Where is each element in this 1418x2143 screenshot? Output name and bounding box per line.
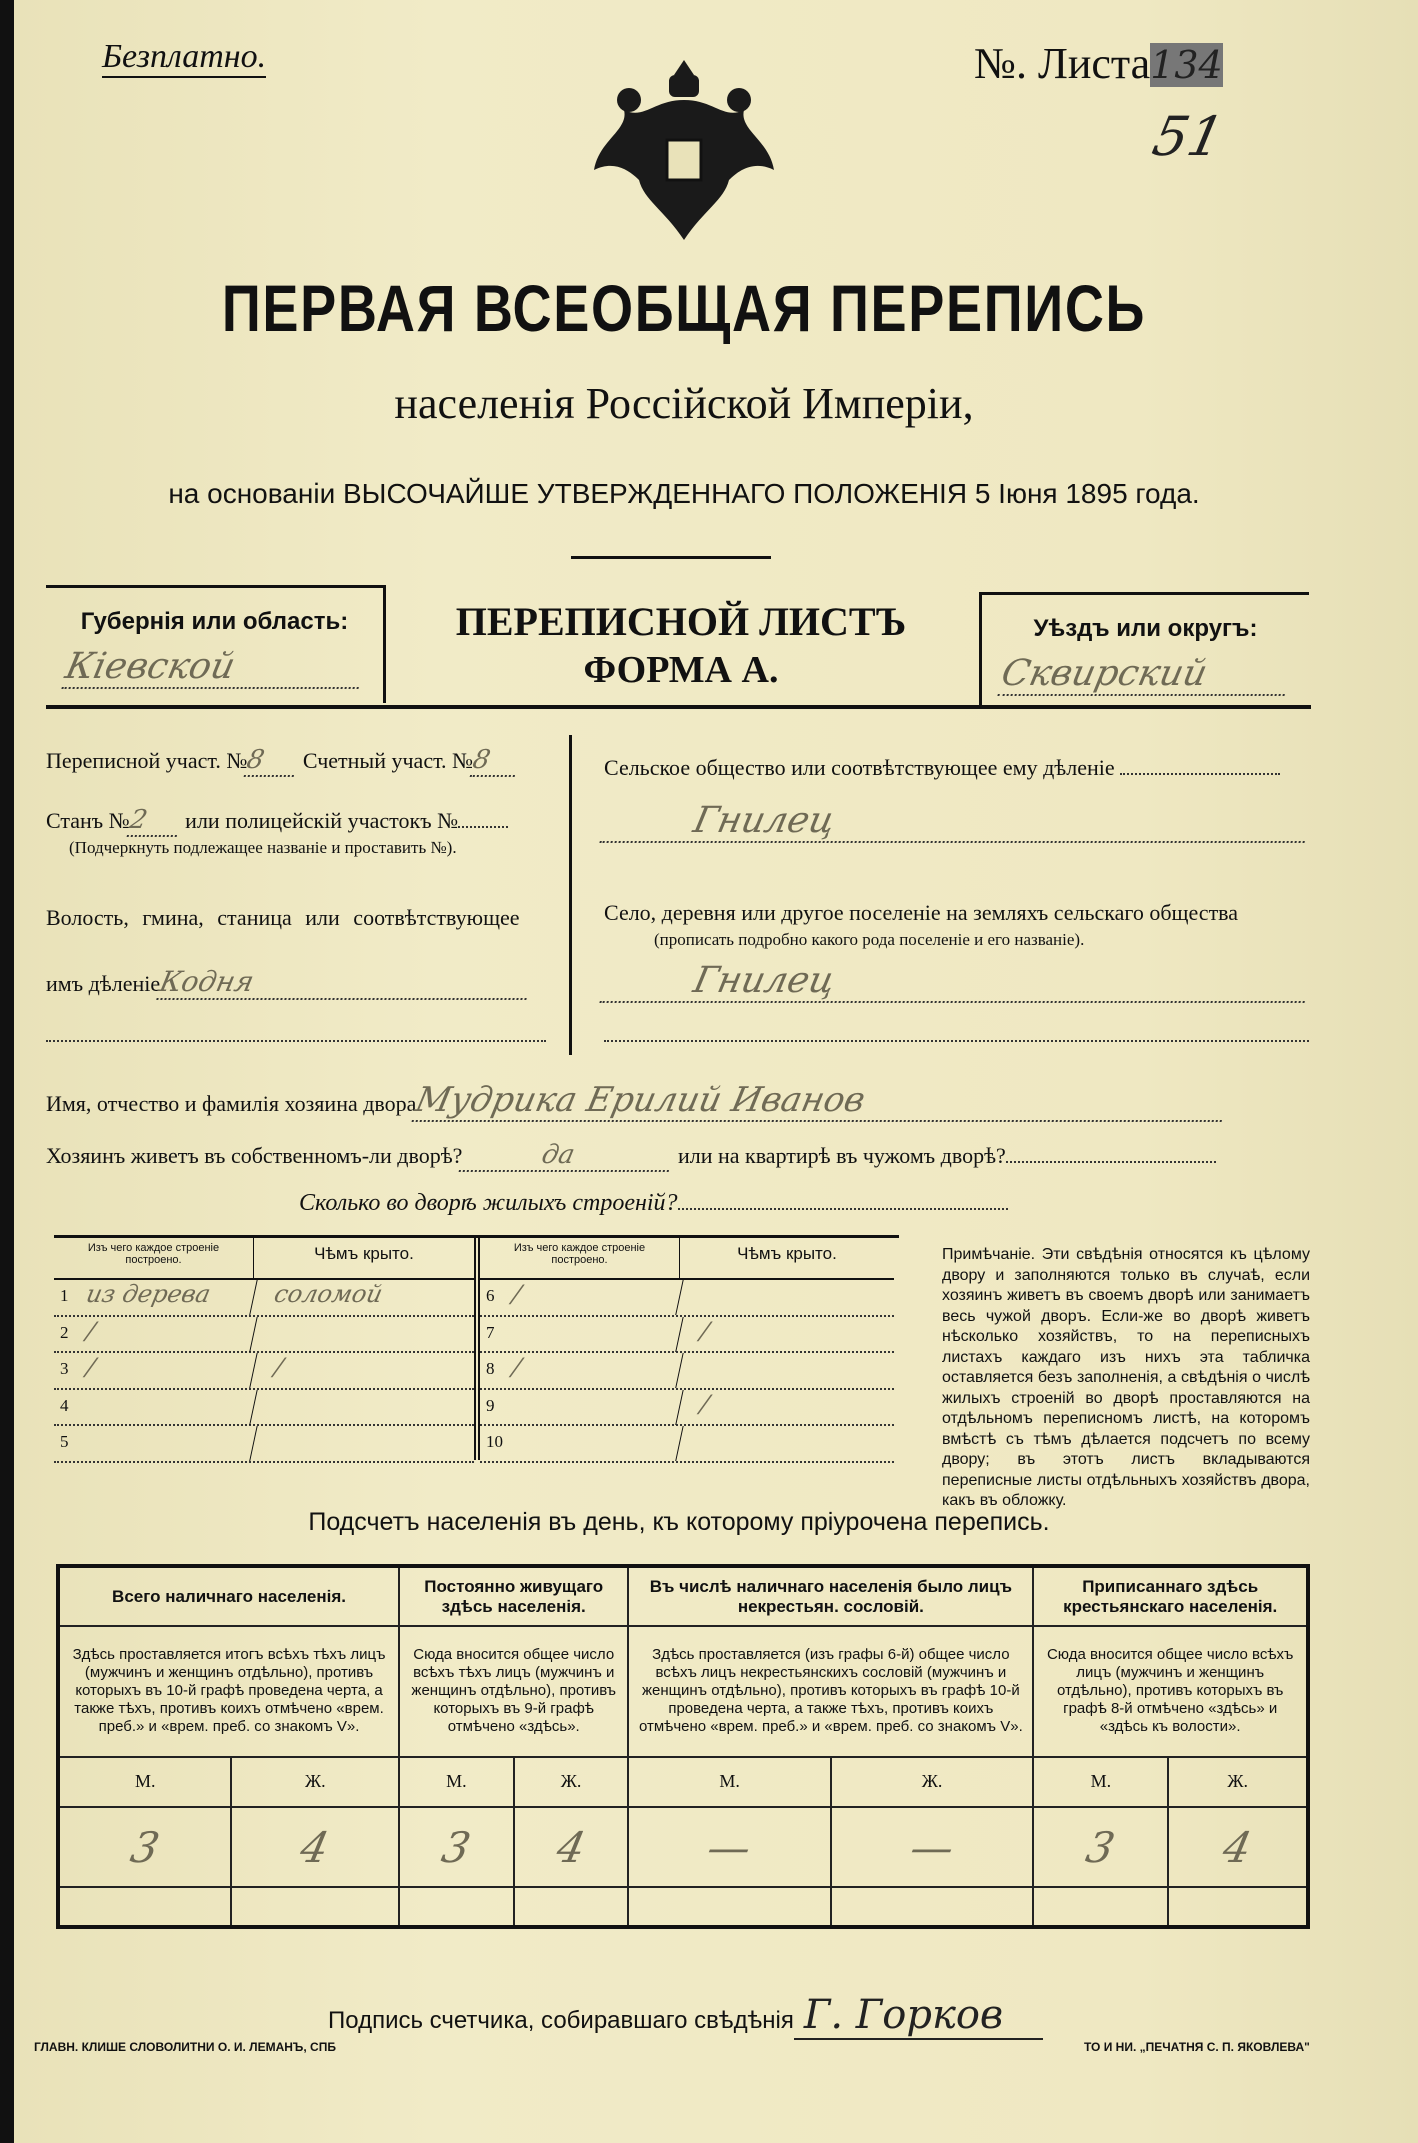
signature-value: Г. Горков: [794, 1992, 1043, 2040]
group-header: Постоянно живущаго здѣсь населенія.: [399, 1566, 628, 1626]
uezd-label: Уѣздъ или округъ:: [1033, 615, 1258, 642]
volost-value: Кодня: [156, 965, 533, 1000]
selo-note: (прописать подробно какого рода поселеніе и его названіе).: [654, 930, 1085, 949]
schet-uch-label: Счетный участ. №: [302, 748, 474, 773]
row-roof: [676, 1353, 897, 1388]
female-header: Ж.: [231, 1757, 399, 1807]
owner-line: [46, 1080, 1311, 1122]
row-material: /: [508, 1353, 683, 1388]
perepis-uch-label: Переписной участ. №: [46, 748, 248, 773]
perepis-uch-value: 8: [244, 745, 301, 777]
row-material: /: [82, 1353, 257, 1388]
row-roof: /: [697, 1316, 712, 1345]
gubernia-box: [46, 585, 386, 703]
own-yard-label: Хозяинъ живетъ въ собственномъ-ли дворѣ?: [46, 1143, 463, 1168]
stan-value: 2: [126, 805, 183, 837]
row-material: /: [508, 1280, 683, 1315]
title-main: ПЕРВАЯ ВСЕОБЩАЯ ПЕРЕПИСЬ: [221, 271, 1147, 345]
volost-label: Волость, гмина, станица или соотвѣтствующее: [46, 905, 520, 930]
schet-uch-value: 8: [470, 745, 522, 777]
row-number: 4: [60, 1395, 69, 1415]
building-row: [480, 1390, 894, 1427]
row-material: [82, 1426, 257, 1461]
building-row: [54, 1317, 474, 1354]
building-row: [480, 1317, 894, 1354]
male-header: М.: [399, 1757, 514, 1807]
selo-value: Гнилец: [599, 960, 1313, 1003]
buildings-line: [299, 1190, 1008, 1217]
signature-label: Подпись счетчика, собиравшаго свѣдѣнія: [328, 2007, 794, 2034]
footer-left: ГЛАВН. КЛИШЕ СЛОВОЛИТНИ О. И. ЛЕМАНЪ, СПБ: [34, 2040, 336, 2054]
volost-line: [46, 965, 546, 1000]
selo-extra-line: [604, 1040, 1309, 1042]
header-rule: [46, 705, 1311, 709]
group-header: Приписаннаго здѣсь крестьянскаго населенія.: [1033, 1566, 1308, 1626]
row-material: [508, 1426, 683, 1461]
row-roof: [676, 1280, 897, 1315]
buildings-half: [474, 1238, 894, 1460]
female-header: Ж.: [1168, 1757, 1308, 1807]
row-roof: /: [271, 1353, 286, 1381]
row-roof: соломой: [271, 1280, 386, 1308]
form-title: ПЕРЕПИСНОЙ ЛИСТЪ: [455, 599, 907, 644]
group-header: Въ числѣ наличнаго населенія было лицъ некрестьян. сословій.: [628, 1566, 1033, 1626]
title-sub: населенія Россійской Имперіи,: [394, 379, 974, 428]
signature-line: [328, 1992, 1043, 2038]
row-number: 5: [60, 1432, 69, 1451]
row-number: 1: [60, 1286, 69, 1305]
row-roof: [676, 1426, 897, 1461]
col-roof-header: Чѣмъ крыто.: [737, 1244, 837, 1263]
building-row: [54, 1280, 474, 1317]
col-material-header: Изъ чего каждое строеніе построено.: [54, 1238, 254, 1278]
row-number: 3: [60, 1359, 69, 1378]
row-material: [508, 1317, 683, 1352]
title-basis: на основаніи ВЫСОЧАЙШЕ УТВЕРЖДЕННАГО ПОЛОЖЕНІЯ 5 Іюня 1895 года.: [168, 478, 1200, 509]
row-material: /: [82, 1317, 257, 1352]
female-header: Ж.: [831, 1757, 1034, 1807]
col-roof-header: Чѣмъ крыто.: [314, 1244, 414, 1263]
buildings-half: [54, 1238, 474, 1460]
sheet-number-label: №. Листа: [974, 39, 1151, 88]
imperial-eagle-emblem: [589, 55, 779, 255]
row-roof: [250, 1426, 477, 1461]
underline-note: (Подчеркнуть подлежащее названіе и проставить №).: [69, 838, 457, 857]
row-material: из дерева: [82, 1280, 257, 1315]
volost-extra-line: [46, 1040, 546, 1042]
sheet-number: [974, 38, 1223, 89]
group-description: Сюда вносится общее число всѣхъ тѣхъ лицъ (мужчинъ и женщинъ отдѣльно), противъ которыхъ въ 9-й графѣ отмѣчено «здѣсь».: [399, 1626, 628, 1756]
own-yard-line: [46, 1140, 1216, 1172]
male-header: М.: [1033, 1757, 1168, 1807]
row-roof: [250, 1390, 477, 1425]
male-count: —: [620, 1807, 840, 1887]
col-material-header: Изъ чего каждое строеніе построено.: [480, 1238, 680, 1278]
uezd-box: [979, 592, 1309, 705]
building-row: [54, 1353, 474, 1390]
rent-label: или на квартирѣ въ чужомъ дворѣ?: [677, 1143, 1006, 1168]
row-number: 9: [486, 1395, 495, 1415]
row-number: 6: [486, 1286, 495, 1305]
row-material: [82, 1390, 257, 1425]
female-count: 4: [1160, 1807, 1317, 1887]
row-number: 10: [486, 1432, 503, 1451]
population-count-table: [56, 1564, 1310, 1929]
row-number: 8: [486, 1359, 495, 1378]
buildings-table: [54, 1235, 899, 1460]
female-count: 4: [505, 1807, 637, 1887]
note-text: Примѣчаніе. Эти свѣдѣнія относятся къ цѣлому двору и заполняются только въ случаѣ, если хозяинъ живетъ въ своемъ дворѣ или занимаетъ весь чужой дворъ. Если-же во дворѣ живетъ нѣсколько хозяйствъ, то на переписныхъ листахъ каждаго изъ нихъ эта табличка оставляется безъ заполненія, а свѣдѣнія о числѣ жилыхъ строеній во дворѣ проставляются на отдѣльномъ переписномъ листѣ, на которомъ вмѣстѣ съ тѣмъ дѣлается подсчетъ по всему двору; въ этотъ листъ вкладываются переписные листы отдѣльныхъ хозяйствъ двора, какъ въ обложку.: [942, 1246, 1310, 1509]
female-header: Ж.: [514, 1757, 629, 1807]
count-title: Подсчетъ населенія въ день, къ которому пріурочена перепись.: [308, 1508, 1050, 1536]
male-count: 3: [49, 1807, 239, 1887]
obshchestvo-label: Сельское общество или соотвѣтствующее ему дѣленіе: [604, 755, 1115, 780]
uezd-value: Сквирский: [997, 653, 1293, 696]
census-sheet: [14, 0, 1418, 2143]
owner-label: Имя, отчество и фамилія хозяина двора: [46, 1091, 417, 1116]
building-row: [54, 1390, 474, 1427]
volost-label2: имъ дѣленіе: [46, 971, 161, 996]
district-line: [46, 745, 518, 777]
building-row: [480, 1353, 894, 1390]
group-header: Всего наличнаго населенія.: [58, 1566, 399, 1626]
female-count: 4: [223, 1807, 408, 1887]
free-label: Безплатно.: [102, 38, 266, 78]
group-description: Сюда вносится общее число всѣхъ лицъ (мужчинъ и женщинъ отдѣльно), противъ которыхъ въ графѣ 8-й отмѣчено «здѣсь» и «здѣсь къ волости».: [1033, 1626, 1308, 1756]
male-count: 3: [1025, 1807, 1177, 1887]
footer-right: ТО И НИ. „ПЕЧАТНЯ С. П. ЯКОВЛЕВА": [1084, 2040, 1310, 2054]
buildings-label: Сколько во дворѣ жилыхъ строеній?: [299, 1190, 678, 1216]
ornament-divider: [571, 556, 771, 559]
stan-line: [46, 805, 508, 837]
gubernia-label: Губернія или область:: [80, 608, 349, 635]
own-yard-value: да: [459, 1140, 676, 1172]
sheet-number-old: 134: [1150, 43, 1223, 87]
form-subtitle: ФОРМА А.: [583, 649, 779, 691]
row-roof: /: [697, 1389, 712, 1418]
male-header: М.: [58, 1757, 231, 1807]
row-number: 7: [486, 1322, 495, 1342]
obshchestvo-line: [604, 755, 1280, 781]
building-row: [480, 1280, 894, 1317]
sheet-number-new: 51: [1147, 105, 1230, 168]
stan-label: Станъ №: [46, 808, 130, 833]
owner-value: Мудрика Ерилий Иванов: [412, 1080, 1231, 1122]
fields-divider: [569, 735, 572, 1055]
building-row: [480, 1426, 894, 1463]
group-description: Здѣсь проставляется итогъ всѣхъ тѣхъ лицъ (мужчинъ и женщинъ отдѣльно), противъ которыхъ въ 10-й графѣ проведена черта, а также тѣхъ, противъ коихъ отмѣчено «врем. преб.» и «врем. преб. со знакомъ V».: [58, 1626, 399, 1756]
female-count: —: [822, 1807, 1042, 1887]
building-row: [54, 1426, 474, 1463]
group-description: Здѣсь проставляется (изъ графы 6-й) общее число всѣхъ лицъ некрестьянскихъ сословій (мужчинъ и женщинъ отдѣльно), противъ которыхъ въ графѣ 10-й проведена черта, а также тѣхъ, противъ коихъ отмѣчено «врем. преб.» и «врем. преб. со знакомъ V».: [628, 1626, 1033, 1756]
row-number: 2: [60, 1322, 69, 1342]
male-header: М.: [628, 1757, 830, 1807]
selo-label: Село, деревня или другое поселеніе на земляхъ сельскаго общества: [604, 900, 1239, 925]
row-roof: [250, 1317, 477, 1352]
police-label: или полицейскій участокъ №: [185, 808, 459, 833]
row-material: [508, 1390, 683, 1425]
male-count: 3: [391, 1807, 523, 1887]
obshchestvo-value: Гнилец: [599, 800, 1313, 843]
gubernia-value: Кіевской: [61, 646, 367, 689]
